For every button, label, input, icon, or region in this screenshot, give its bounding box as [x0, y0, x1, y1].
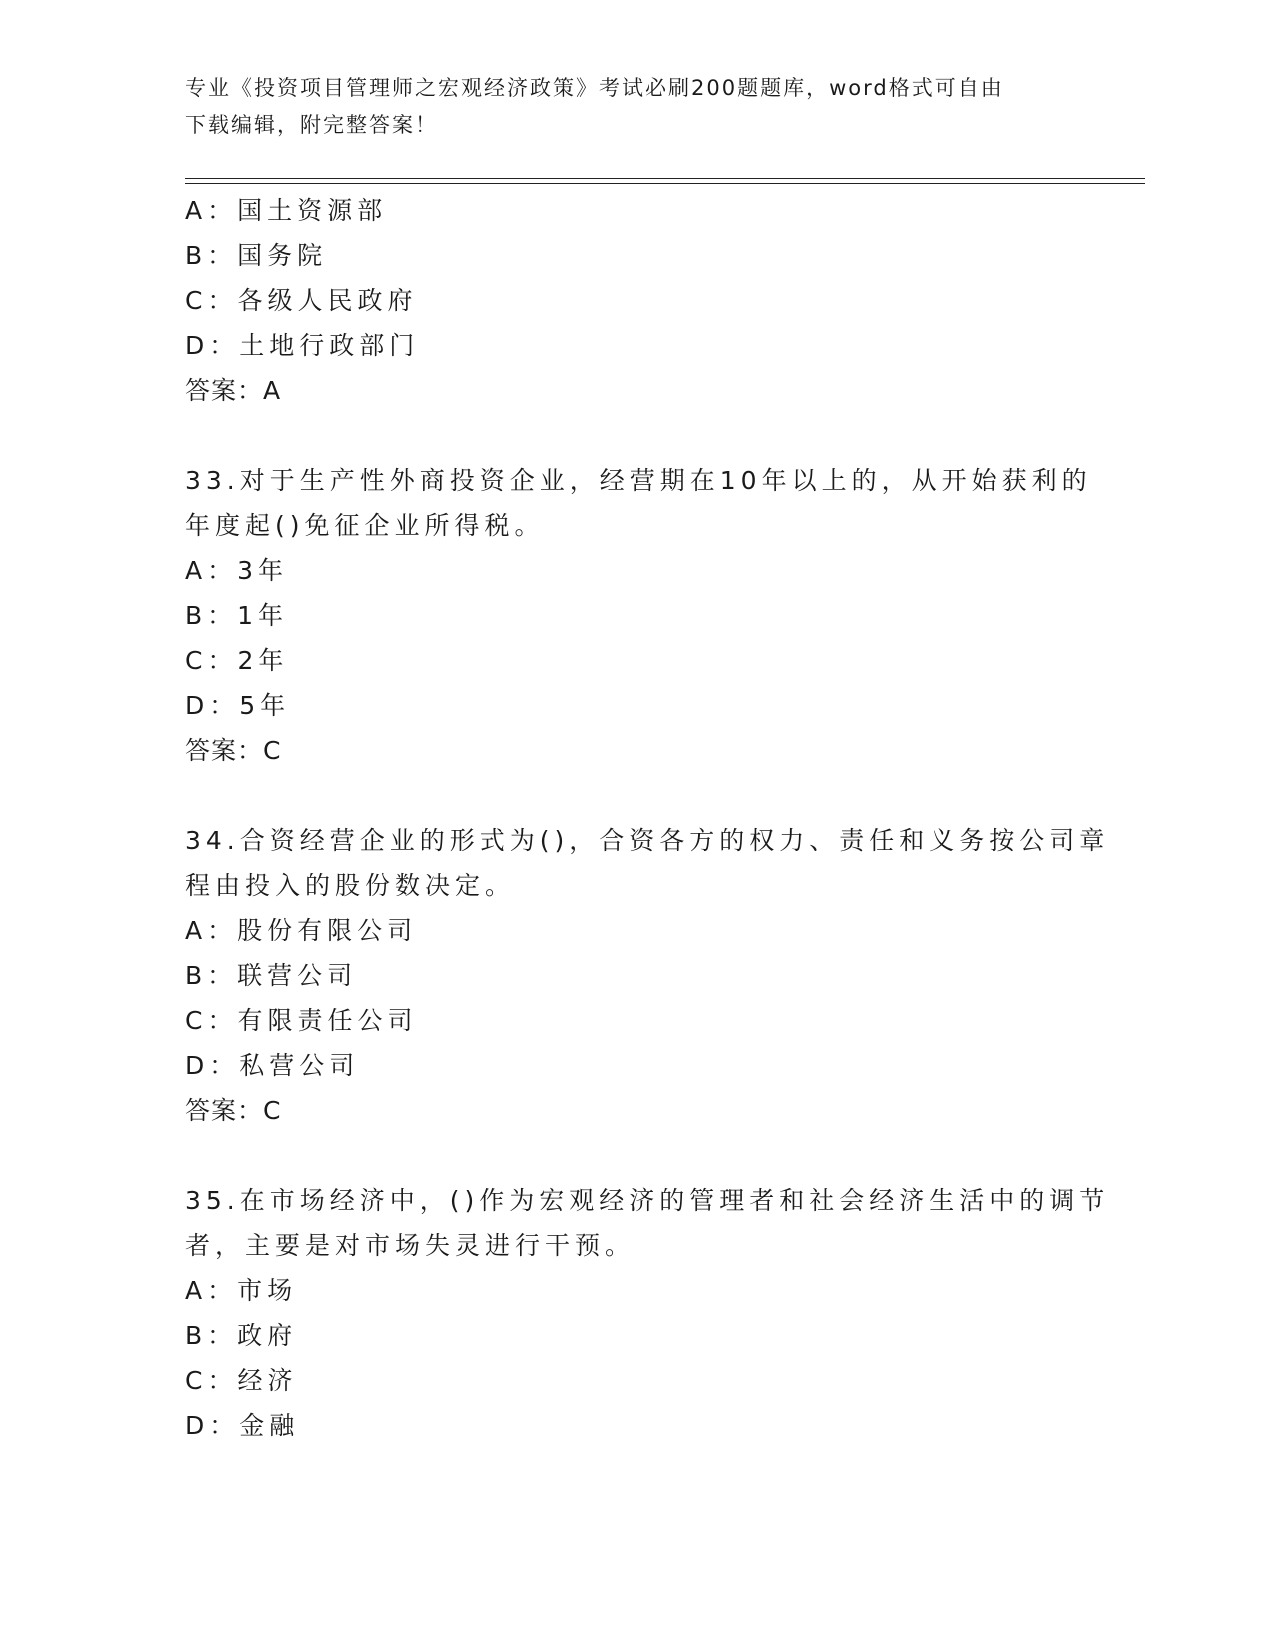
option-c: C：各级人民政府	[185, 286, 418, 315]
option-c: C：2年	[185, 646, 289, 675]
answer: 答案：C	[185, 1096, 282, 1125]
question-stem-line-1: 35.在市场经济中，()作为宏观经济的管理者和社会经济生活中的调节	[185, 1186, 1110, 1215]
option-a: A：市场	[185, 1276, 298, 1305]
option-a: A：股份有限公司	[185, 916, 418, 945]
answer: 答案：C	[185, 736, 282, 765]
option-a: A：国土资源部	[185, 196, 388, 225]
question-stem-line-2: 者，主要是对市场失灵进行干预。	[185, 1231, 636, 1260]
header-line-2: 下载编辑，附完整答案！	[185, 113, 438, 137]
question-list	[185, 188, 1110, 1448]
question-stem-line-1: 33.对于生产性外商投资企业，经营期在10年以上的，从开始获利的	[185, 466, 1092, 495]
option-b: B：政府	[185, 1321, 298, 1350]
option-b: B：国务院	[185, 241, 328, 270]
header-divider-bottom	[185, 183, 1145, 184]
header-divider-top	[185, 178, 1145, 179]
option-a: A：3年	[185, 556, 289, 585]
option-c: C：有限责任公司	[185, 1006, 418, 1035]
answer: 答案：A	[185, 376, 282, 405]
option-c: C：经济	[185, 1366, 298, 1395]
option-b: B：1年	[185, 601, 289, 630]
option-d: D：土地行政部门	[185, 331, 420, 360]
question-32	[185, 188, 1085, 413]
question-33	[185, 458, 1092, 773]
question-35	[185, 1178, 1110, 1448]
spacer	[185, 773, 1085, 818]
option-d: D：私营公司	[185, 1051, 360, 1080]
question-stem-line-1: 34.合资经营企业的形式为()，合资各方的权力、责任和义务按公司章	[185, 826, 1110, 855]
question-stem-line-2: 年度起()免征企业所得税。	[185, 511, 545, 540]
spacer	[185, 413, 1085, 458]
question-stem-line-2: 程由投入的股份数决定。	[185, 871, 516, 900]
option-b: B：联营公司	[185, 961, 358, 990]
spacer	[185, 1133, 1085, 1178]
option-d: D：金融	[185, 1411, 300, 1440]
header-line-1: 专业《投资项目管理师之宏观经济政策》考试必刷200题题库，word格式可自由	[185, 76, 1004, 100]
document-header	[185, 70, 1065, 144]
question-34	[185, 818, 1110, 1133]
option-d: D：5年	[185, 691, 291, 720]
